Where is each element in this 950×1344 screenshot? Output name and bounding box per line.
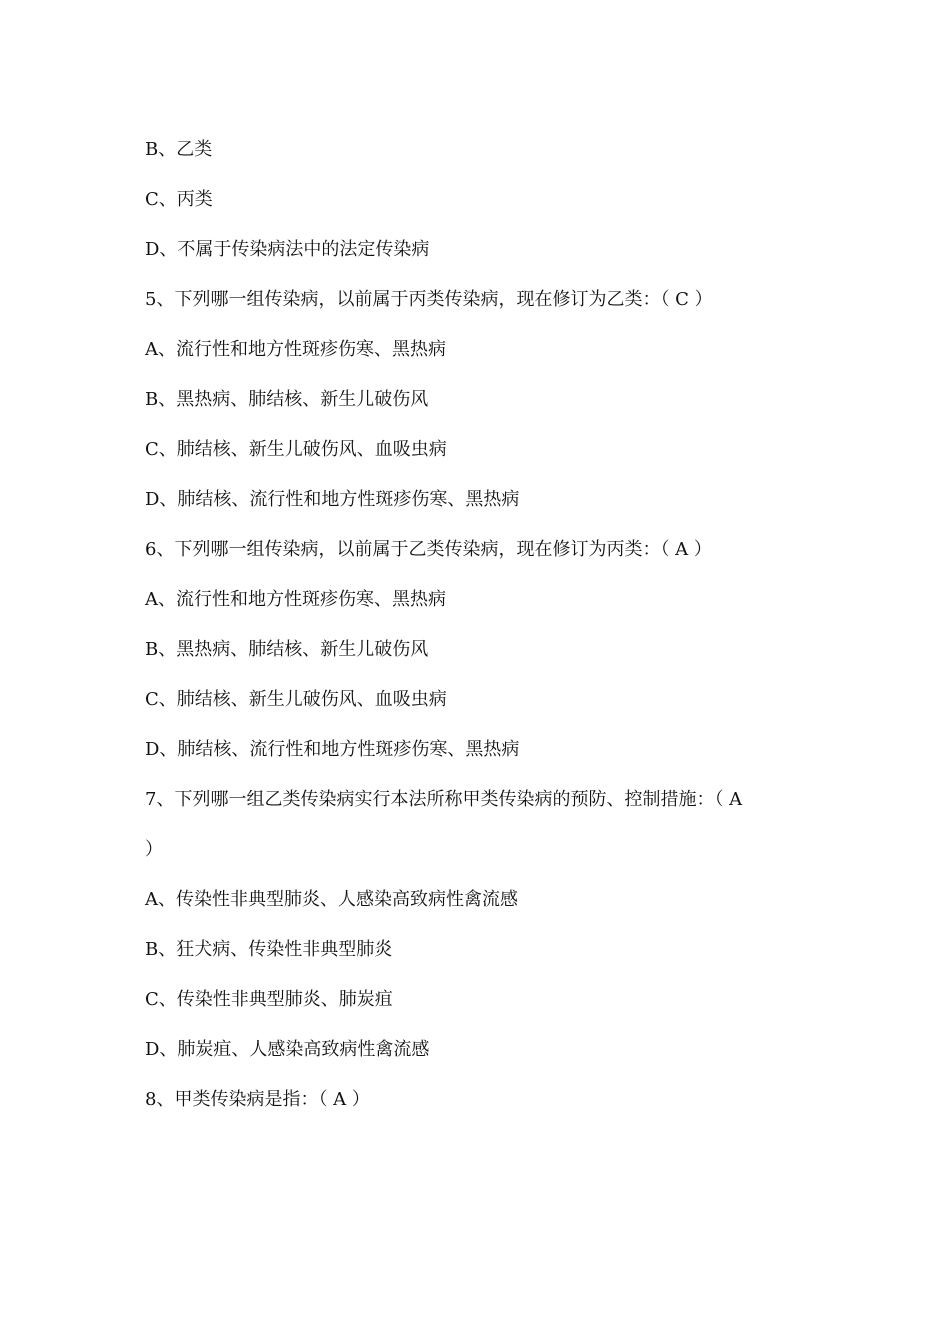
option-q5-b: B、黑热病、肺结核、新生儿破伤风 — [145, 389, 429, 410]
option-q5-a: A、流行性和地方性斑疹伤寒、黑热病 — [145, 339, 446, 360]
question-5: 5、下列哪一组传染病，以前属于丙类传染病，现在修订为乙类：（ C ） — [145, 289, 713, 310]
option-q5-c: C、肺结核、新生儿破伤风、血吸虫病 — [145, 439, 447, 460]
option-q6-a: A、流行性和地方性斑疹伤寒、黑热病 — [145, 589, 446, 610]
option-q7-c: C、传染性非典型肺炎、肺炭疽 — [145, 989, 393, 1010]
option-q4-d: D、不属于传染病法中的法定传染病 — [145, 239, 430, 260]
option-q5-d: D、肺结核、流行性和地方性斑疹伤寒、黑热病 — [145, 489, 520, 510]
option-q7-b: B、狂犬病、传染性非典型肺炎 — [145, 939, 393, 960]
question-7: 7、下列哪一组乙类传染病实行本法所称甲类传染病的预防、控制措施：（ A — [145, 789, 743, 810]
question-list — [145, 137, 805, 1137]
question-6: 6、下列哪一组传染病，以前属于乙类传染病，现在修订为丙类：（ A ） — [145, 539, 712, 560]
option-q4-c: C、丙类 — [145, 189, 213, 210]
option-q4-b: B、乙类 — [145, 139, 213, 160]
option-q6-c: C、肺结核、新生儿破伤风、血吸虫病 — [145, 689, 447, 710]
option-q6-b: B、黑热病、肺结核、新生儿破伤风 — [145, 639, 429, 660]
option-q7-a: A、传染性非典型肺炎、人感染高致病性禽流感 — [145, 889, 518, 910]
option-q7-d: D、肺炭疽、人感染高致病性禽流感 — [145, 1039, 430, 1060]
question-8: 8、甲类传染病是指：（ A ） — [145, 1089, 370, 1110]
option-q6-d: D、肺结核、流行性和地方性斑疹伤寒、黑热病 — [145, 739, 520, 760]
question-7-continuation: ） — [145, 839, 163, 860]
